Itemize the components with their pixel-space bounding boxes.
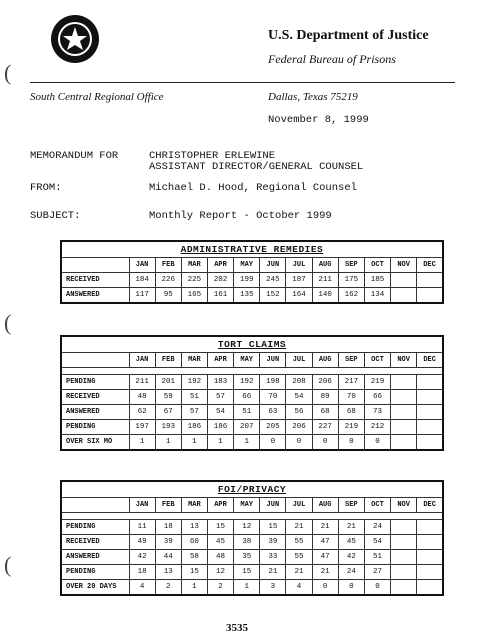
row-label: ANSWERED [61,288,129,304]
table-row [61,420,443,435]
admin-remedies-table [60,240,444,304]
table-row [61,565,443,580]
month-header: JUL [286,258,312,273]
month-header: SEP [338,498,364,513]
table-title [61,241,443,258]
month-header: FEB [155,258,181,273]
table-row [61,535,443,550]
memo-to-label: MEMORANDUM FOR [30,150,119,162]
from-label: FROM: [30,182,62,194]
value-cell: 55 [286,535,312,550]
table-row [61,520,443,535]
memo-to-name: CHRISTOPHER ERLEWINE [149,150,276,162]
value-cell: 225 [181,273,207,288]
value-cell: 1 [207,435,233,451]
month-header: MAY [234,498,260,513]
value-cell: 0 [364,580,390,596]
value-cell: 60 [181,535,207,550]
value-cell: 0 [286,435,312,451]
value-cell: 12 [207,565,233,580]
value-cell: 56 [286,405,312,420]
value-cell: 226 [155,273,181,288]
value-cell: 0 [364,435,390,451]
value-cell: 2 [155,580,181,596]
row-label: OVER 20 DAYS [61,580,129,596]
value-cell: 51 [364,550,390,565]
value-cell: 1 [181,435,207,451]
value-cell [417,420,443,435]
value-cell [391,435,417,451]
value-cell: 199 [234,273,260,288]
value-cell [417,288,443,304]
office-location: Dallas, Texas 75219 [268,91,358,103]
value-cell [417,405,443,420]
value-cell: 161 [207,288,233,304]
month-header: MAY [234,258,260,273]
table-title-text: TORT CLAIMS [217,339,287,350]
month-header: JUL [286,498,312,513]
value-cell: 21 [312,520,338,535]
value-cell: 27 [364,565,390,580]
table-row [61,550,443,565]
value-cell: 227 [312,420,338,435]
value-cell: 0 [312,580,338,596]
value-cell [417,435,443,451]
value-cell: 21 [338,520,364,535]
value-cell: 44 [155,550,181,565]
value-cell: 208 [286,375,312,390]
month-header: OCT [364,353,390,368]
value-cell: 198 [260,375,286,390]
value-cell: 54 [286,390,312,405]
value-cell: 201 [155,375,181,390]
value-cell: 217 [338,375,364,390]
table-title [61,336,443,353]
value-cell: 70 [260,390,286,405]
value-cell [417,565,443,580]
value-cell: 0 [338,435,364,451]
value-cell: 219 [364,375,390,390]
value-cell: 245 [260,273,286,288]
value-cell: 24 [364,520,390,535]
value-cell: 152 [260,288,286,304]
value-cell: 39 [155,535,181,550]
value-cell [417,580,443,596]
value-cell: 219 [338,420,364,435]
row-spacer [61,368,443,375]
value-cell: 21 [286,520,312,535]
month-header: JAN [129,353,155,368]
row-label: ANSWERED [61,550,129,565]
value-cell: 89 [312,390,338,405]
value-cell: 202 [207,273,233,288]
value-cell: 18 [155,520,181,535]
memo-to-title: ASSISTANT DIRECTOR/GENERAL COUNSEL [149,161,364,173]
value-cell [417,520,443,535]
row-label: OVER SIX MO [61,435,129,451]
value-cell: 15 [234,565,260,580]
memo-date: November 8, 1999 [268,114,369,126]
row-spacer [61,513,443,520]
month-header: AUG [312,353,338,368]
value-cell: 11 [129,520,155,535]
value-cell [391,273,417,288]
value-cell: 192 [181,375,207,390]
header-rule [30,82,455,83]
value-cell: 68 [312,405,338,420]
value-cell: 0 [338,580,364,596]
value-cell: 45 [207,535,233,550]
subject-value: Monthly Report - October 1999 [149,210,332,222]
value-cell: 15 [181,565,207,580]
table-row [61,390,443,405]
value-cell: 68 [338,405,364,420]
agency-title: U.S. Department of Justice [268,28,429,43]
value-cell: 18 [129,565,155,580]
value-cell: 207 [234,420,260,435]
value-cell: 206 [312,375,338,390]
month-header: OCT [364,498,390,513]
month-header: JAN [129,498,155,513]
value-cell: 54 [207,405,233,420]
table-title [61,481,443,498]
value-cell: 184 [129,273,155,288]
value-cell: 165 [181,288,207,304]
month-header: SEP [338,258,364,273]
row-label: PENDING [61,420,129,435]
table-row [61,405,443,420]
month-header: NOV [391,258,417,273]
value-cell: 135 [234,288,260,304]
month-header: DEC [417,353,443,368]
value-cell [417,535,443,550]
value-cell [391,520,417,535]
value-cell: 48 [129,390,155,405]
row-label: PENDING [61,375,129,390]
value-cell: 183 [207,375,233,390]
value-cell: 0 [260,435,286,451]
value-cell: 21 [286,565,312,580]
value-cell: 1 [234,435,260,451]
month-header: FEB [155,498,181,513]
value-cell [417,273,443,288]
month-header: JUL [286,353,312,368]
value-cell [391,580,417,596]
value-cell: 62 [129,405,155,420]
value-cell: 38 [234,535,260,550]
value-cell: 15 [260,520,286,535]
value-cell: 58 [181,550,207,565]
table-title-text: ADMINISTRATIVE REMEDIES [180,244,324,255]
value-cell [417,390,443,405]
month-header: DEC [417,258,443,273]
row-label: RECEIVED [61,535,129,550]
value-cell: 206 [286,420,312,435]
value-cell: 66 [234,390,260,405]
month-header: AUG [312,258,338,273]
month-header: DEC [417,498,443,513]
margin-punch-mark: ( [4,60,12,85]
value-cell [391,535,417,550]
value-cell: 57 [207,390,233,405]
tort-claims-table [60,335,444,451]
value-cell: 51 [181,390,207,405]
value-cell: 205 [260,420,286,435]
month-header: APR [207,498,233,513]
bureau-title: Federal Bureau of Prisons [268,52,396,66]
value-cell [391,405,417,420]
value-cell: 1 [155,435,181,451]
value-cell: 3 [260,580,286,596]
month-header: MAR [181,498,207,513]
value-cell: 175 [338,273,364,288]
value-cell: 54 [364,535,390,550]
page-number: 3535 [226,622,248,634]
row-label: PENDING [61,520,129,535]
value-cell: 35 [234,550,260,565]
value-cell: 13 [181,520,207,535]
value-cell: 45 [338,535,364,550]
value-cell: 33 [260,550,286,565]
value-cell: 66 [364,390,390,405]
value-cell [391,375,417,390]
month-header: OCT [364,258,390,273]
value-cell: 70 [338,390,364,405]
value-cell: 192 [234,375,260,390]
office-name: South Central Regional Office [30,91,164,103]
from-value: Michael D. Hood, Regional Counsel [149,182,357,194]
value-cell: 162 [338,288,364,304]
month-header: SEP [338,353,364,368]
table-row [61,435,443,451]
value-cell: 21 [260,565,286,580]
month-header: MAY [234,353,260,368]
value-cell: 186 [181,420,207,435]
month-header: MAR [181,353,207,368]
value-cell [417,375,443,390]
value-cell: 24 [338,565,364,580]
value-cell: 187 [286,273,312,288]
value-cell: 117 [129,288,155,304]
table-row [61,375,443,390]
value-cell: 211 [129,375,155,390]
value-cell: 55 [286,550,312,565]
value-cell: 59 [155,390,181,405]
value-cell: 197 [129,420,155,435]
value-cell: 4 [286,580,312,596]
value-cell [391,420,417,435]
value-cell: 47 [312,550,338,565]
month-header: JAN [129,258,155,273]
value-cell: 51 [234,405,260,420]
month-header: APR [207,258,233,273]
month-header: NOV [391,353,417,368]
subject-label: SUBJECT: [30,210,81,222]
value-cell [391,550,417,565]
value-cell: 2 [207,580,233,596]
value-cell: 48 [207,550,233,565]
value-cell: 0 [312,435,338,451]
value-cell: 21 [312,565,338,580]
value-cell: 4 [129,580,155,596]
month-header: JUN [260,498,286,513]
header-blank-cell [61,353,129,368]
doj-seal-icon [50,14,100,64]
value-cell: 186 [207,420,233,435]
foi-privacy-table [60,480,444,596]
value-cell: 15 [207,520,233,535]
value-cell: 73 [364,405,390,420]
row-label: PENDING [61,565,129,580]
month-header: JUN [260,353,286,368]
header-blank-cell [61,498,129,513]
value-cell: 42 [129,550,155,565]
value-cell: 39 [260,535,286,550]
value-cell: 212 [364,420,390,435]
value-cell: 67 [155,405,181,420]
table-row [61,273,443,288]
margin-punch-mark: ( [4,310,12,335]
value-cell: 49 [129,535,155,550]
header-blank-cell [61,258,129,273]
table-row [61,288,443,304]
table-title-text: FOI/PRIVACY [217,484,287,495]
month-header: NOV [391,498,417,513]
month-header: FEB [155,353,181,368]
value-cell: 193 [155,420,181,435]
value-cell [391,390,417,405]
row-label: RECEIVED [61,273,129,288]
value-cell [391,288,417,304]
value-cell: 185 [364,273,390,288]
margin-punch-mark: ( [4,552,12,577]
value-cell: 1 [234,580,260,596]
value-cell: 134 [364,288,390,304]
value-cell: 140 [312,288,338,304]
month-header: JUN [260,258,286,273]
month-header: MAR [181,258,207,273]
month-header: APR [207,353,233,368]
value-cell: 211 [312,273,338,288]
value-cell: 95 [155,288,181,304]
value-cell: 1 [129,435,155,451]
value-cell: 47 [312,535,338,550]
month-header: AUG [312,498,338,513]
value-cell [417,550,443,565]
value-cell: 164 [286,288,312,304]
value-cell: 42 [338,550,364,565]
value-cell: 57 [181,405,207,420]
value-cell: 63 [260,405,286,420]
value-cell: 12 [234,520,260,535]
value-cell: 1 [181,580,207,596]
row-label: ANSWERED [61,405,129,420]
value-cell [391,565,417,580]
row-label: RECEIVED [61,390,129,405]
table-row [61,580,443,596]
value-cell: 13 [155,565,181,580]
